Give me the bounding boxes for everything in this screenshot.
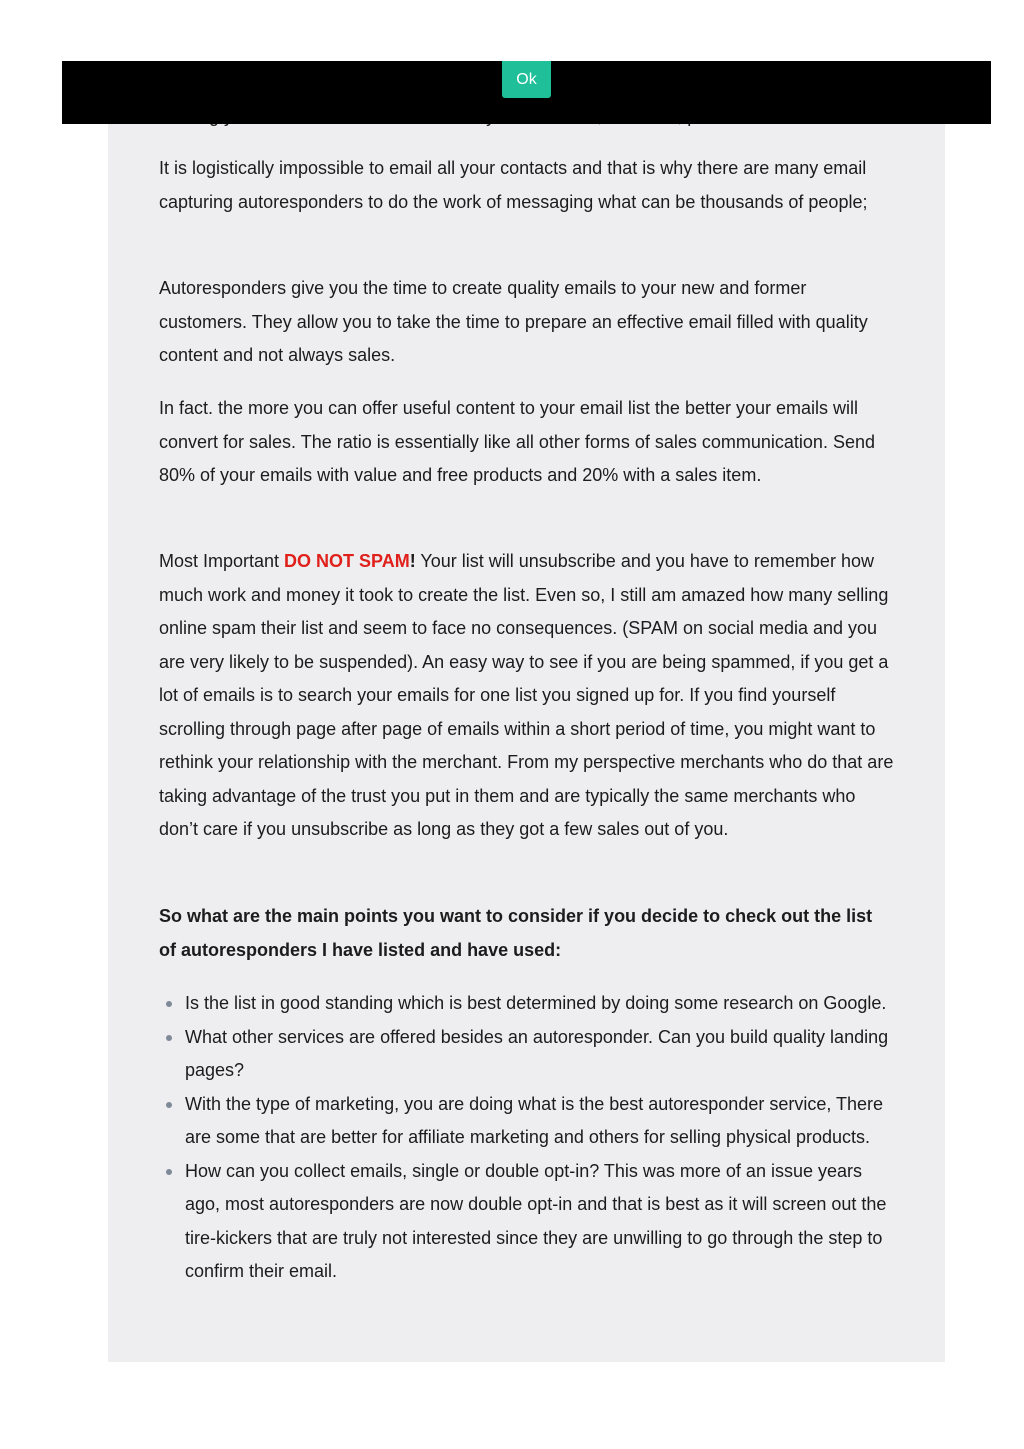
paragraph-autoresponders: Autoresponders give you the time to create quality emails to your new and former customers. They allow you to take the time to prepare an effective email filled with quality content and not always sales. [159, 278, 868, 365]
ok-button[interactable]: Ok [502, 61, 551, 98]
bullet-icon [166, 1035, 172, 1041]
bullet-icon [166, 1169, 172, 1175]
list-item [159, 1088, 894, 1155]
do-not-spam-highlight: DO NOT SPAM [284, 551, 410, 571]
spam-body-text: Your list will unsubscribe and you have to remember how much work and money it took to create the list. Even so, I still am amazed how many selling online spam their list and seem to face no consequences. (SPAM on social media and you are very likely to be suspended). An easy way to see if you are being spammed, if you get a lot of emails is to search your emails for one list you signed up for. If you find yourself scrolling through page after page of emails within a short period of time, you might want to rethink your relationship with the merchant. From my perspective merchants who do that are taking advantage of the trust you put in them and are typically the same merchants who don’t care if you unsubscribe as long as they got a few sales out of you. [159, 551, 894, 839]
cookie-consent-bar [62, 61, 991, 124]
points-list [159, 987, 894, 1289]
article-panel [108, 61, 945, 1362]
list-item-text: How can you collect emails, single or double opt-in? This was more of an issue years ago, most autoresponders are now double opt-in and that is best as it will screen out the tire-kickers that are truly not interested since they are unwilling to go through the step to confirm their email. [185, 1160, 887, 1281]
spam-lead-text: Most Important [159, 551, 285, 571]
paragraph-spam-warning [159, 545, 894, 847]
list-item [159, 1155, 894, 1289]
list-item-text: Is the list in good standing which is best determined by doing some research on Google. [185, 993, 887, 1013]
list-item [159, 1021, 894, 1088]
list-item-text: With the type of marketing, you are doing what is the best autoresponder service, There are some that are better for affiliate marketing and others for selling physical products. [185, 1093, 884, 1147]
exclamation-mark: ! [409, 551, 416, 571]
bullet-icon [166, 1102, 172, 1108]
points-heading: So what are the main points you want to consider if you decide to check out the list of autoresponders I have listed and have used: [159, 906, 873, 960]
paragraph-logistics: It is logistically impossible to email all your contacts and that is why there are many email capturing autoresponders to do the work of messaging what can be thousands of people; [159, 158, 868, 212]
list-item-text: What other services are offered besides an autoresponder. Can you build quality landing pages? [185, 1026, 889, 1080]
list-item [159, 987, 894, 1021]
paragraph-content-ratio: In fact. the more you can offer useful content to your email list the better your emails will convert for sales. The ratio is essentially like all other forms of sales communication. Send 80% of your emails with value and free products and 20% with a sales item. [159, 398, 875, 485]
bullet-icon [166, 1001, 172, 1007]
